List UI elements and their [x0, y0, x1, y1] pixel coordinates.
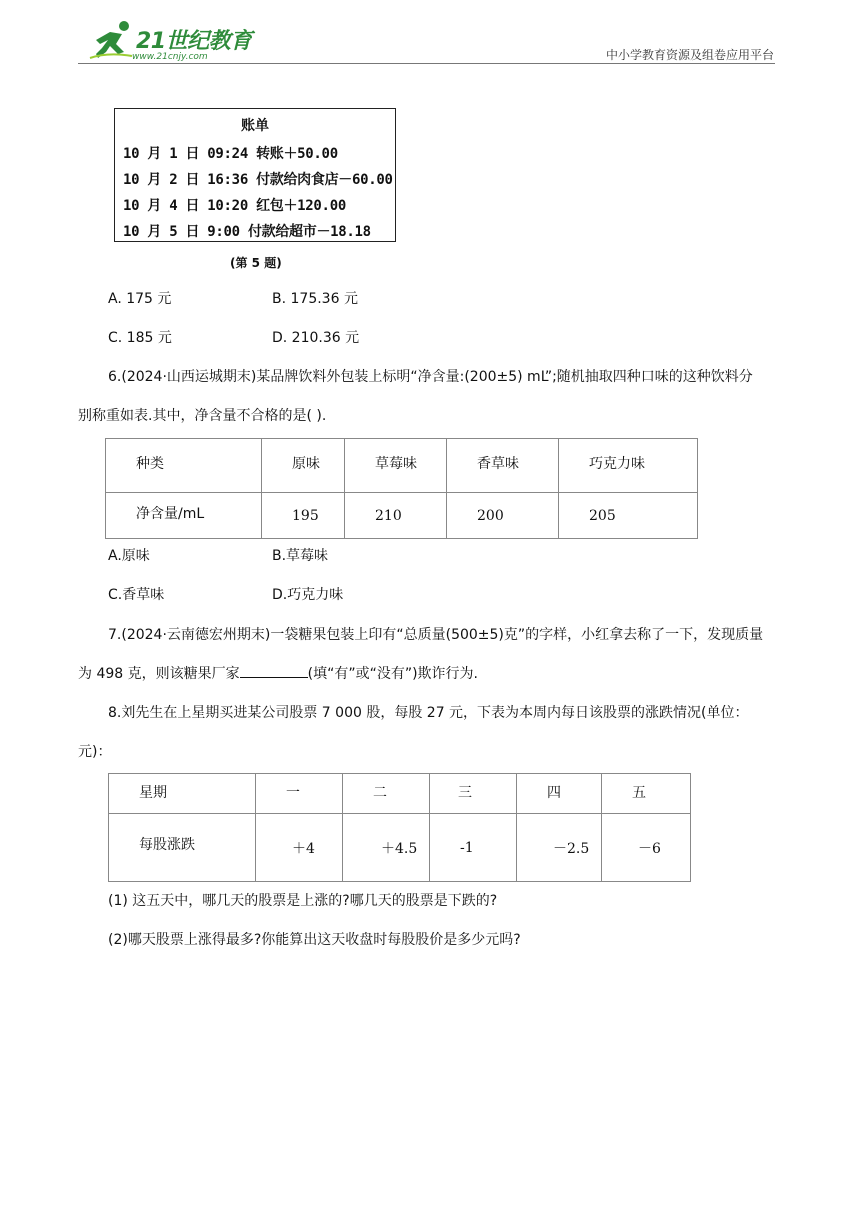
question-6-line2: 别称重如表.其中，净含量不合格的是( ). — [78, 408, 327, 424]
table-cell: 每股涨跌 — [109, 814, 256, 882]
table-cell: ＋4.5 — [343, 814, 430, 882]
receipt-line: 10 月 4 日 10:20 红包＋120.00 — [123, 198, 346, 214]
table-cell: －6 — [602, 814, 691, 882]
table-header-cell: 星期 — [109, 774, 256, 814]
table-cell: ＋4 — [256, 814, 343, 882]
table-header-cell: 二 — [343, 774, 430, 814]
table-cell: 200 — [447, 493, 559, 539]
question-7-line1: 7.(2024·云南德宏州期末)一袋糖果包装上印有“总质量(500±5)克”的字样，小红拿去称了一下，发现质量 — [108, 627, 764, 643]
receipt-line: 10 月 1 日 09:24 转账＋50.00 — [123, 146, 338, 162]
option-c: C.香草味 — [108, 587, 165, 603]
option-d: D.巧克力味 — [272, 587, 344, 603]
platform-label: 中小学教育资源及组卷应用平台 — [605, 48, 774, 62]
table-header-cell: 五 — [602, 774, 691, 814]
question-7-text-a: 为 498 克，则该糖果厂家 — [78, 666, 240, 682]
table-cell: -1 — [430, 814, 517, 882]
table-row — [106, 493, 698, 539]
table-header-cell: 三 — [430, 774, 517, 814]
table-cell: 205 — [559, 493, 698, 539]
question-8-sub2: (2)哪天股票上涨得最多?你能算出这天收盘时每股股价是多少元吗? — [108, 932, 521, 948]
option-b: B. 175.36 元 — [272, 291, 358, 307]
question-8-sub1: (1) 这五天中，哪几天的股票是上涨的?哪几天的股票是下跌的? — [108, 893, 498, 909]
stock-table — [108, 773, 691, 882]
table-header-row — [106, 439, 698, 493]
receipt-line: 10 月 5 日 9:00 付款给超市－18.18 — [123, 224, 371, 240]
option-a: A. 175 元 — [108, 291, 172, 307]
option-b: B.草莓味 — [272, 548, 329, 564]
question-6-line1: 6.(2024·山西运城期末)某品牌饮料外包装上标明“净含量:(200±5) mL”;随机抽取四种口味的这种饮料分 — [108, 369, 753, 385]
table-header-cell: 种类 — [106, 439, 262, 493]
receipt-figure — [114, 108, 396, 242]
table-header-cell: 巧克力味 — [559, 439, 698, 493]
table-row — [109, 814, 691, 882]
table-cell: 净含量/mL — [106, 493, 262, 539]
table-cell: －2.5 — [517, 814, 602, 882]
question-7-text-b: (填“有”或“没有”)欺诈行为. — [307, 666, 479, 682]
receipt-line: 10 月 2 日 16:36 付款给肉食店－60.00 — [123, 172, 393, 188]
option-a: A.原味 — [108, 548, 150, 564]
option-c: C. 185 元 — [108, 330, 172, 346]
table-cell: 210 — [345, 493, 447, 539]
table-header-row — [109, 774, 691, 814]
table-header-cell: 四 — [517, 774, 602, 814]
logo-text: 21世纪教育 — [136, 29, 252, 54]
option-d: D. 210.36 元 — [272, 330, 360, 346]
header-divider — [78, 63, 775, 64]
question-8-line1: 8.刘先生在上星期买进某公司股票 7 000 股，每股 27 元，下表为本周内每日该股票的涨跌情况(单位： — [108, 705, 749, 721]
figure-caption: (第 5 题) — [230, 256, 282, 270]
question-7-line2 — [78, 663, 478, 683]
receipt-title: 账单 — [241, 118, 269, 134]
logo-url: www.21cnjy.com — [132, 52, 208, 62]
site-logo — [88, 18, 258, 64]
table-header-cell: 草莓味 — [345, 439, 447, 493]
table-cell: 195 — [262, 493, 345, 539]
table-header-cell: 一 — [256, 774, 343, 814]
table-header-cell: 原味 — [262, 439, 345, 493]
table-header-cell: 香草味 — [447, 439, 559, 493]
answer-blank[interactable] — [240, 663, 308, 678]
question-8-line2: 元)： — [78, 744, 112, 760]
beverage-table — [105, 438, 698, 539]
runner-logo-icon — [88, 18, 136, 62]
